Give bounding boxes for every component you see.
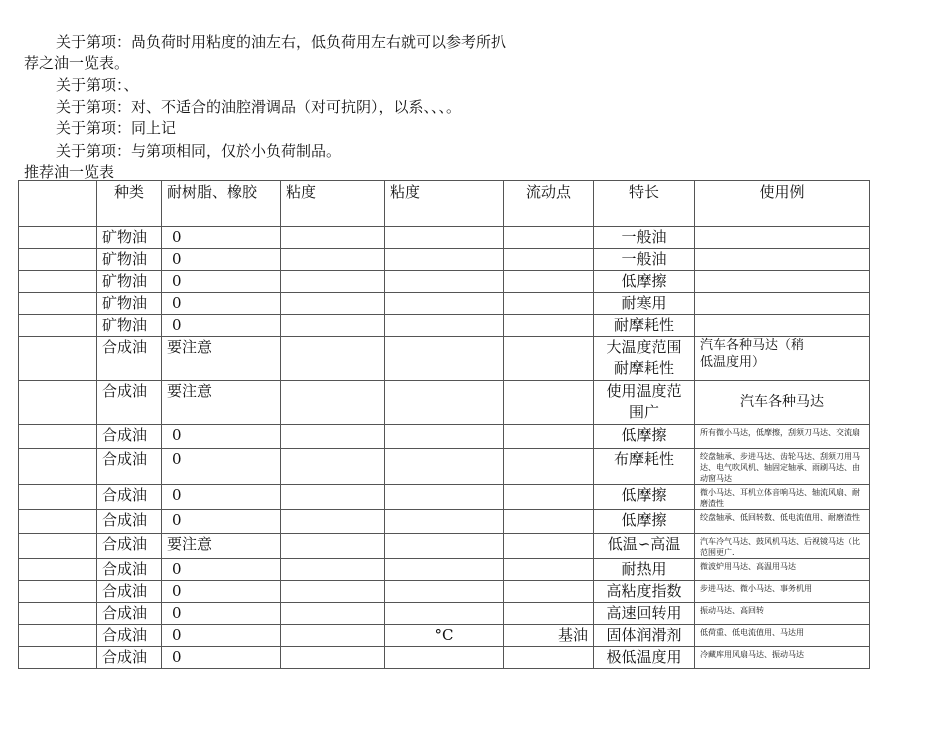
table-row — [19, 510, 870, 534]
cell-resin-rubber: 0 — [162, 647, 281, 669]
cell-viscosity-2 — [385, 425, 504, 449]
cell-resin-rubber: 0 — [162, 315, 281, 337]
cell-viscosity-1 — [281, 625, 385, 647]
paragraph-2: 关于第项：、 — [56, 76, 139, 94]
cell-blank — [19, 249, 97, 271]
cell-type: 合成油 — [97, 449, 162, 485]
cell-viscosity-2 — [385, 485, 504, 510]
paragraph-1: 关于第项：咼负荷时用粘度的油左右，低负荷用左右就可以参考所扒 — [56, 33, 507, 51]
cell-viscosity-1 — [281, 315, 385, 337]
cell-usage — [695, 315, 870, 337]
cell-feature: 低摩擦 — [594, 510, 695, 534]
cell-usage: 汽车各种马达 — [695, 381, 870, 425]
cell-usage — [695, 271, 870, 293]
cell-feature: 固体润滑剂 — [594, 625, 695, 647]
cell-usage — [695, 227, 870, 249]
header-usage: 使用例 — [695, 181, 870, 227]
cell-viscosity-1 — [281, 271, 385, 293]
cell-feature: 极低温度用 — [594, 647, 695, 669]
cell-feature: 低摩擦 — [594, 425, 695, 449]
cell-viscosity-2 — [385, 293, 504, 315]
cell-type: 合成油 — [97, 603, 162, 625]
cell-resin-rubber: 要注意 — [162, 337, 281, 381]
header-resin-rubber: 耐树脂、橡胶 — [162, 181, 281, 227]
cell-pour-point — [504, 559, 594, 581]
cell-feature: 低摩擦 — [594, 271, 695, 293]
cell-usage: 振动马达、高回转 — [695, 603, 870, 625]
cell-pour-point — [504, 381, 594, 425]
cell-viscosity-2: °C — [385, 625, 504, 647]
cell-viscosity-2 — [385, 315, 504, 337]
cell-viscosity-2 — [385, 381, 504, 425]
cell-blank — [19, 337, 97, 381]
cell-blank — [19, 315, 97, 337]
cell-viscosity-1 — [281, 449, 385, 485]
cell-viscosity-1 — [281, 425, 385, 449]
cell-type: 合成油 — [97, 581, 162, 603]
cell-blank — [19, 647, 97, 669]
table-row — [19, 534, 870, 559]
table-header-row — [19, 181, 870, 227]
header-type: 种类 — [97, 181, 162, 227]
cell-pour-point — [504, 449, 594, 485]
cell-viscosity-1 — [281, 337, 385, 381]
cell-type: 合成油 — [97, 534, 162, 559]
cell-blank — [19, 510, 97, 534]
header-viscosity-2: 粘度 — [385, 181, 504, 227]
table-row — [19, 603, 870, 625]
cell-resin-rubber: 0 — [162, 449, 281, 485]
cell-type: 矿物油 — [97, 227, 162, 249]
cell-resin-rubber: 0 — [162, 485, 281, 510]
cell-viscosity-1 — [281, 249, 385, 271]
table-row — [19, 315, 870, 337]
cell-usage — [695, 293, 870, 315]
cell-pour-point — [504, 293, 594, 315]
cell-pour-point: 基油 — [504, 625, 594, 647]
cell-blank — [19, 581, 97, 603]
cell-viscosity-2 — [385, 271, 504, 293]
cell-viscosity-2 — [385, 227, 504, 249]
cell-type: 矿物油 — [97, 271, 162, 293]
table-row — [19, 647, 870, 669]
cell-pour-point — [504, 227, 594, 249]
cell-viscosity-2 — [385, 647, 504, 669]
cell-type: 合成油 — [97, 510, 162, 534]
cell-viscosity-2 — [385, 337, 504, 381]
header-feature: 特长 — [594, 181, 695, 227]
cell-pour-point — [504, 337, 594, 381]
cell-blank — [19, 227, 97, 249]
table-row — [19, 485, 870, 510]
table-row — [19, 227, 870, 249]
cell-viscosity-1 — [281, 510, 385, 534]
cell-blank — [19, 293, 97, 315]
cell-pour-point — [504, 510, 594, 534]
cell-viscosity-1 — [281, 293, 385, 315]
cell-viscosity-1 — [281, 534, 385, 559]
cell-blank — [19, 603, 97, 625]
header-viscosity-1: 粘度 — [281, 181, 385, 227]
cell-resin-rubber: 0 — [162, 227, 281, 249]
cell-pour-point — [504, 485, 594, 510]
cell-usage: 绞盘轴承、低回转数、低电流值用、耐磨渣性 — [695, 510, 870, 534]
cell-usage: 汽车各种马达（稍 低温度用） — [695, 337, 870, 381]
paragraph-5: 关于第项：与第项相同，仅於小负荷制品。 — [56, 142, 342, 160]
header-blank — [19, 181, 97, 227]
cell-type: 矿物油 — [97, 249, 162, 271]
cell-viscosity-2 — [385, 581, 504, 603]
header-pour-point: 流动点 — [504, 181, 594, 227]
cell-viscosity-2 — [385, 449, 504, 485]
cell-blank — [19, 534, 97, 559]
cell-resin-rubber: 0 — [162, 581, 281, 603]
cell-type: 合成油 — [97, 425, 162, 449]
cell-resin-rubber: 要注意 — [162, 534, 281, 559]
cell-pour-point — [504, 534, 594, 559]
cell-resin-rubber: 要注意 — [162, 381, 281, 425]
cell-feature: 耐摩耗性 — [594, 315, 695, 337]
cell-pour-point — [504, 603, 594, 625]
cell-viscosity-2 — [385, 603, 504, 625]
cell-viscosity-1 — [281, 603, 385, 625]
cell-viscosity-2 — [385, 559, 504, 581]
cell-type: 合成油 — [97, 337, 162, 381]
cell-type: 合成油 — [97, 559, 162, 581]
cell-resin-rubber: 0 — [162, 510, 281, 534]
cell-feature: 布摩耗性 — [594, 449, 695, 485]
cell-resin-rubber: 0 — [162, 293, 281, 315]
cell-blank — [19, 449, 97, 485]
cell-feature: 耐寒用 — [594, 293, 695, 315]
cell-type: 合成油 — [97, 625, 162, 647]
paragraph-1-cont: 荐之油一览表。 — [24, 54, 130, 72]
cell-blank — [19, 485, 97, 510]
cell-viscosity-1 — [281, 485, 385, 510]
cell-usage: 绞盘轴承、步进马达、齿轮马达、刮须刀用马达、电气吹风机、轴固定轴承、雨刷马达、由动窗马达 — [695, 449, 870, 485]
cell-feature: 高粘度指数 — [594, 581, 695, 603]
table-row — [19, 293, 870, 315]
cell-usage: 汽车冷气马达、鼓风机马达、后视镜马达（比范围更广. — [695, 534, 870, 559]
cell-usage: 所有微小马达，低摩擦，刮须刀马达、交流扇 — [695, 425, 870, 449]
recommended-oil-table — [18, 180, 870, 669]
cell-resin-rubber: 0 — [162, 425, 281, 449]
cell-feature: 使用温度范 围广 — [594, 381, 695, 425]
paragraph-3: 关于第项：对、不适合的油腔滑调品（对可抗阴），以系、、、。 — [56, 98, 462, 116]
table-row — [19, 581, 870, 603]
cell-feature: 大温度范围 耐摩耗性 — [594, 337, 695, 381]
cell-usage: 微小马达、耳机立体音响马达、轴流风扇、耐磨渣性 — [695, 485, 870, 510]
cell-pour-point — [504, 249, 594, 271]
cell-blank — [19, 271, 97, 293]
cell-resin-rubber: 0 — [162, 249, 281, 271]
cell-feature: 高速回转用 — [594, 603, 695, 625]
table-caption: 推荐油一览表 — [24, 163, 115, 181]
cell-usage — [695, 249, 870, 271]
cell-usage: 低荷重、低电流值用、马达用 — [695, 625, 870, 647]
paragraph-4: 关于第项：同上记 — [56, 119, 177, 137]
cell-type: 矿物油 — [97, 315, 162, 337]
cell-pour-point — [504, 425, 594, 449]
cell-viscosity-1 — [281, 647, 385, 669]
cell-type: 合成油 — [97, 647, 162, 669]
cell-type: 合成油 — [97, 485, 162, 510]
cell-resin-rubber: 0 — [162, 625, 281, 647]
cell-blank — [19, 559, 97, 581]
cell-viscosity-1 — [281, 381, 385, 425]
table-row — [19, 625, 870, 647]
cell-usage: 冷藏库用风扇马达、振动马达 — [695, 647, 870, 669]
cell-resin-rubber: 0 — [162, 559, 281, 581]
table-row — [19, 271, 870, 293]
cell-blank — [19, 381, 97, 425]
cell-pour-point — [504, 315, 594, 337]
cell-usage: 微波炉用马达、高温用马达 — [695, 559, 870, 581]
cell-blank — [19, 425, 97, 449]
cell-pour-point — [504, 647, 594, 669]
cell-viscosity-2 — [385, 510, 504, 534]
cell-viscosity-1 — [281, 227, 385, 249]
cell-viscosity-1 — [281, 581, 385, 603]
cell-feature: 低温∽高温 — [594, 534, 695, 559]
table-row — [19, 381, 870, 425]
table-row — [19, 249, 870, 271]
cell-feature: 低摩擦 — [594, 485, 695, 510]
cell-feature: 一般油 — [594, 249, 695, 271]
cell-viscosity-1 — [281, 559, 385, 581]
cell-viscosity-2 — [385, 534, 504, 559]
table-row — [19, 337, 870, 381]
cell-resin-rubber: 0 — [162, 271, 281, 293]
table-row — [19, 425, 870, 449]
cell-pour-point — [504, 581, 594, 603]
cell-viscosity-2 — [385, 249, 504, 271]
cell-blank — [19, 625, 97, 647]
cell-feature: 一般油 — [594, 227, 695, 249]
cell-pour-point — [504, 271, 594, 293]
table-row — [19, 559, 870, 581]
cell-usage: 步进马达、微小马达、事务机用 — [695, 581, 870, 603]
cell-type: 合成油 — [97, 381, 162, 425]
cell-resin-rubber: 0 — [162, 603, 281, 625]
table-row — [19, 449, 870, 485]
cell-feature: 耐热用 — [594, 559, 695, 581]
cell-type: 矿物油 — [97, 293, 162, 315]
